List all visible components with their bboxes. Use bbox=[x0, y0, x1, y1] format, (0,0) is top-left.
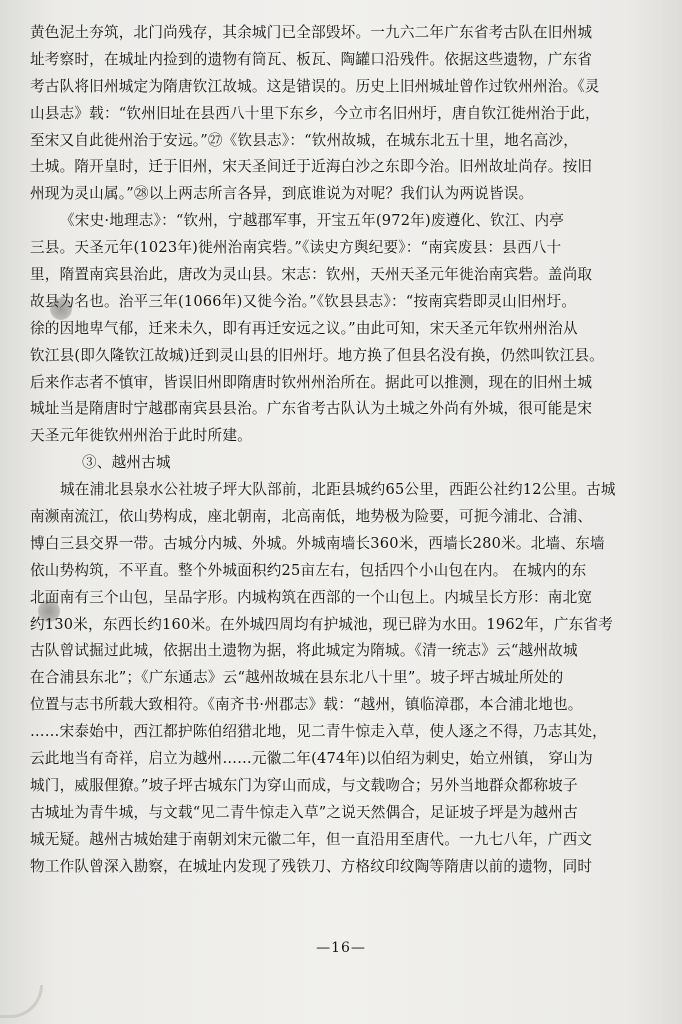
page-number: —16— bbox=[316, 940, 366, 956]
text-line: 城在浦北县泉水公社坡子坪大队部前，北距县城约65公里，西距公社约12公里。古城 bbox=[60, 481, 616, 499]
text-line: 州现为灵山属。”㉘以上两志所言各异，到底谁说为对呢？我们认为两说皆误。 bbox=[30, 185, 534, 203]
text-line: 云此地当有奇祥，启立为越州……元徽二年(474年)以伯绍为刺史，始立州镇， 穿山为 bbox=[30, 750, 593, 768]
text-line: 土城。隋开皇时，迁于旧州，宋天圣间迁于近海白沙之东即今治。旧州故址尚存。按旧 bbox=[30, 158, 593, 176]
text-line: ……宋泰始中，西江都护陈伯绍猎北地，见二青牛惊走入草，使人逐之不得，乃志其处， bbox=[30, 723, 607, 741]
text-line: 里，隋置南宾县治此，唐改为灵山县。宋志：钦州，天州天圣元年徙治南宾砦。盖尚取 bbox=[30, 266, 593, 284]
text-line: 钦江县(即久隆钦江故城)迁到灵山县的旧州圩。地方换了但县名没有换，仍然叫钦江县。 bbox=[30, 346, 604, 364]
text-line: 古队曾试掘过此城，依据出土遗物为据，将此城定为隋城。《清一统志》云“越州故城 bbox=[30, 642, 578, 660]
text-line: 古城址为青牛城，与文载“见二青牛惊走入草”之说天然偶合，足证坡子坪是为越州古 bbox=[30, 803, 578, 821]
text-line: 博白三县交界一带。古城分内城、外城。外城南墙长360米，西墙长280米。北墙、东墙 bbox=[30, 534, 605, 552]
text-line: 三县。天圣元年(1023年)徙州治南宾砦。”《读史方舆纪要》：“南宾废县：县西八十 bbox=[30, 239, 562, 257]
text-line: 城址当是隋唐时宁越郡南宾县县治。广东省考古队认为土城之外尚有外城，很可能是宋 bbox=[30, 400, 593, 418]
text-line: 《宋史·地理志》：“钦州，宁越郡军事，开宝五年(972年)废遵化、钦江、内亭 bbox=[60, 212, 565, 230]
text-line: 黄色泥土夯筑，北门尚残存，其余城门已全部毁坏。一九六二年广东省考古队在旧州城 bbox=[30, 24, 593, 41]
text-line: 城门，威服俚獠。”坡子坪古城东门为穿山而成，与文载吻合；另外当地群众都称坡子 bbox=[30, 776, 578, 794]
text-line: 位置与志书所载大致相符。《南齐书·州郡志》载：“越州，镇临漳郡，本合浦北地也。 bbox=[30, 696, 583, 714]
text-line: 北面南有三个山包，呈品字形。内城构筑在西部的一个山包上。内城呈长方形：南北宽 bbox=[30, 588, 593, 606]
body-text bbox=[30, 20, 666, 881]
text-line: 徐的因地卑气郁，迁来未久，即有再迁安远之议。”由此可知，宋天圣元年钦州州治从 bbox=[30, 319, 578, 337]
text-line: 至宋又自此徙州治于安远。”㉗《钦县志》：“钦州故城，在城东北五十里，地名高沙， bbox=[30, 131, 579, 149]
text-line: 天圣元年徙钦州州治于此时所建。 bbox=[30, 427, 252, 445]
text-line: 考古队将旧州城定为隋唐钦江故城。这是错误的。历史上旧州城址曾作过钦州州治。《灵 bbox=[30, 77, 600, 95]
text-line: 城无疑。越州古城始建于南朝刘宋元徽二年，但一直沿用至唐代。一九七八年，广西文 bbox=[30, 830, 593, 848]
text-line: 南濒南流江，依山势构成，座北朝南，北高南低，地势极为险要，可扼今浦北、合浦、 bbox=[30, 508, 593, 526]
text-line: 约130米，东西长约160米。在外城四周均有护城池，现已辟为水田。1962年，广东省考 bbox=[30, 615, 614, 633]
text-line: 山县志》载：“钦州旧址在县西八十里下东乡，今立市名旧州圩，唐自钦江徙州治于此， bbox=[30, 104, 600, 122]
text-line: 在合浦县东北”；《广东通志》云“越州故城在县东北八十里”。坡子坪古城址所处的 bbox=[30, 669, 564, 687]
section-heading: ③、越州古城 bbox=[82, 454, 171, 472]
text-line: 物工作队曾深入勘察，在城址内发现了残铁刀、方格纹印纹陶等隋唐以前的遗物，同时 bbox=[30, 857, 593, 875]
binding-string bbox=[0, 985, 43, 1018]
text-line: 后来作志者不慎审，皆误旧州即隋唐时钦州州治所在。据此可以推测，现在的旧州土城 bbox=[30, 373, 593, 391]
text-line: 依山势构筑，不平直。整个外城面积约25亩左右，包括四个小山包在内。 在城内的东 bbox=[30, 561, 587, 579]
text-line: 址考察时，在城址内捡到的遗物有筒瓦、板瓦、陶罐口沿残件。依据这些遗物，广东省 bbox=[30, 50, 593, 68]
text-line: 故县为名也。治平三年(1066年)又徙今治。”《钦县县志》：“按南宾砦即灵山旧州圩。 bbox=[30, 292, 577, 310]
